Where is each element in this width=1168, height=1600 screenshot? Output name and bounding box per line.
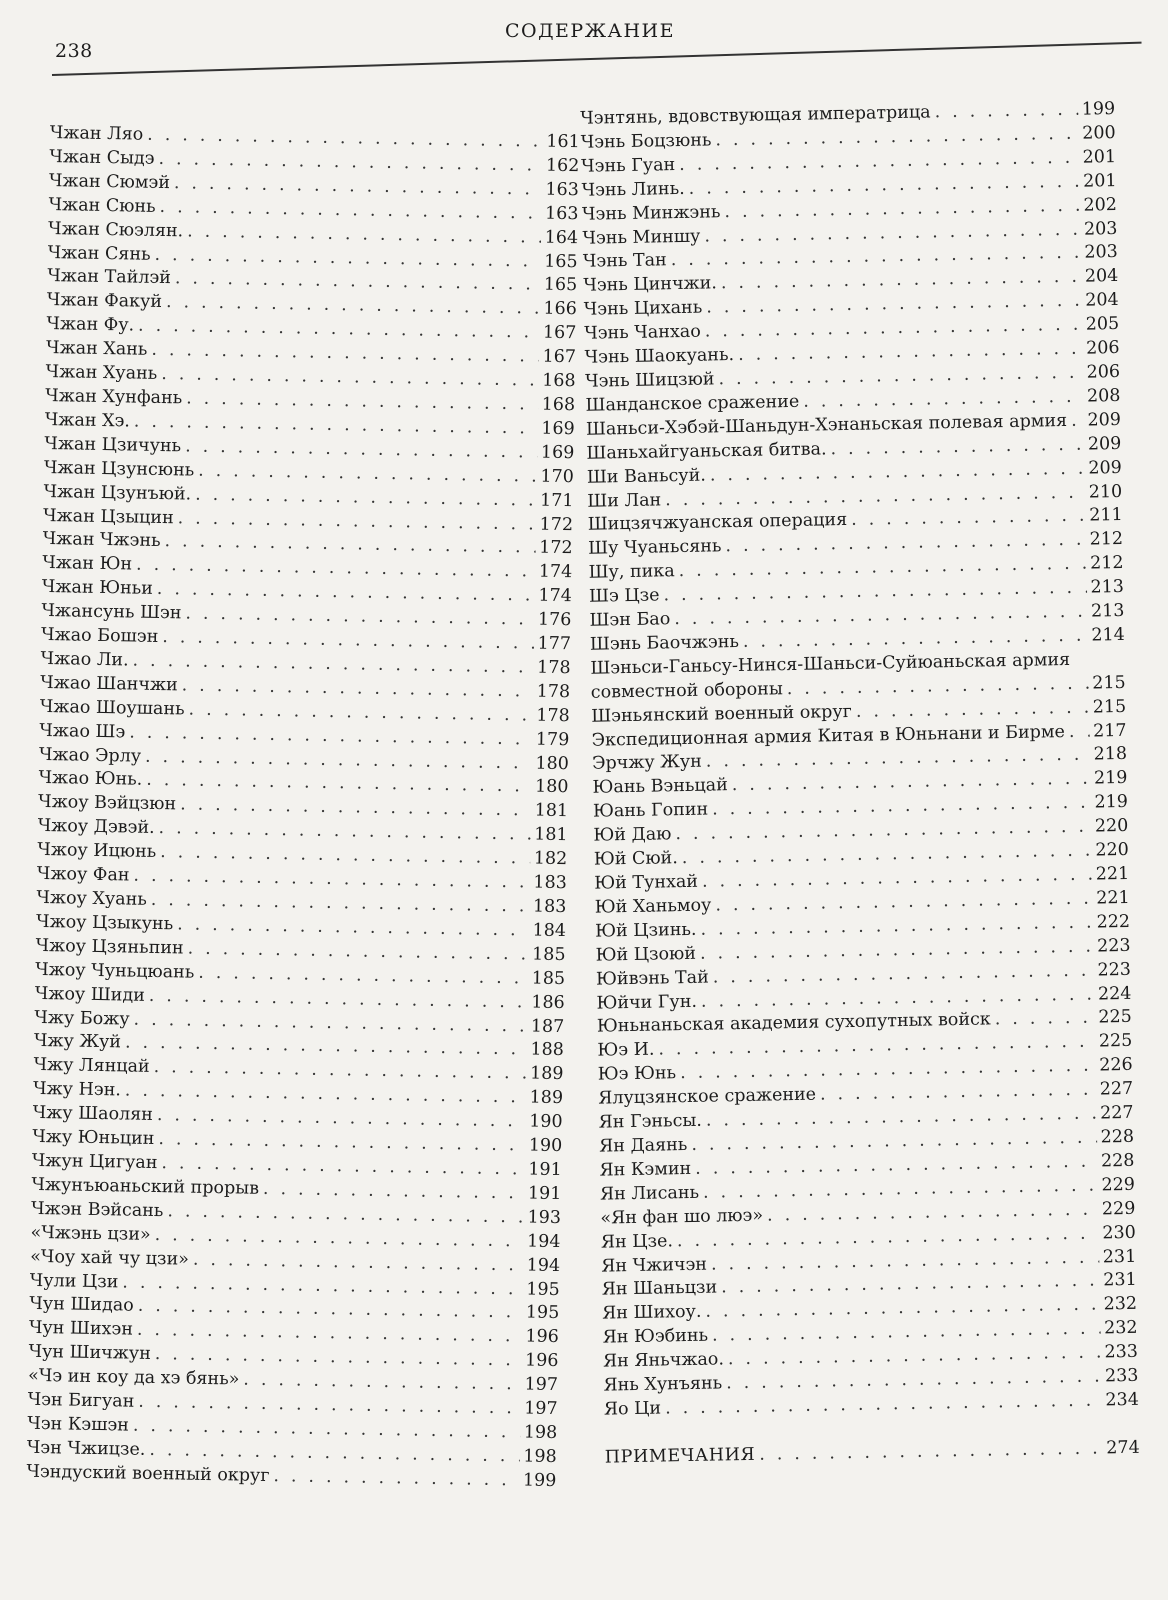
- toc-entry-page: 189: [529, 1063, 564, 1085]
- toc-entry-title: «Чжэнь цзи»: [30, 1222, 151, 1245]
- toc-entry-title: Юй Сюй.: [593, 848, 679, 870]
- toc-entry-page: 168: [541, 394, 576, 416]
- toc-entry-page: 197: [524, 1374, 559, 1396]
- toc-entry-title: Чжан Фу.: [46, 314, 135, 336]
- toc-entry-title: Чжу Нэн.: [32, 1079, 122, 1101]
- toc-entry-page: 274: [1106, 1437, 1140, 1459]
- toc-entry-title: Чжоу Фан: [36, 863, 130, 886]
- toc-entry-title: Шэньянский военный округ: [591, 701, 853, 727]
- toc-entry-title: Чжэн Вэйсань: [30, 1198, 164, 1221]
- toc-entry-page: 180: [534, 777, 569, 798]
- toc-entry-title: Чжоу Шиди: [34, 983, 146, 1006]
- toc-entry-page: 189: [529, 1087, 564, 1109]
- toc-entry-page: 169: [540, 442, 575, 463]
- toc-entry-title: Чэнь Гуан: [580, 154, 676, 177]
- toc-entry-title: ПРИМЕЧАНИЯ: [604, 1444, 756, 1468]
- toc-entry-title: Чжао Бошэн: [40, 624, 159, 647]
- toc-entry-page: 170: [540, 466, 575, 487]
- toc-entry-title: Юйвэнь Тай: [595, 967, 709, 990]
- toc-entry-page: 172: [539, 538, 573, 559]
- toc-entry-title: Чжан Цзунсюнь: [43, 457, 195, 481]
- toc-entry-title: Чэнь Миншу: [582, 226, 701, 249]
- page-number: 238: [55, 40, 93, 62]
- toc-entry-title: Чжу Божу: [34, 1007, 130, 1030]
- toc-entry-title: Эрчжу Жун: [591, 752, 703, 775]
- toc-entry-page: 181: [534, 800, 569, 822]
- toc-entry-page: 220: [1095, 839, 1129, 861]
- toc-entry-page: 191: [527, 1183, 562, 1204]
- toc-entry-title: Чжоу Цзыкунь: [35, 911, 174, 935]
- toc-entry-page: 194: [526, 1255, 561, 1276]
- toc-entry-title: Юй Даю: [593, 824, 672, 846]
- toc-entry-page: 221: [1095, 863, 1130, 885]
- toc-entry-page: 215: [1092, 696, 1127, 718]
- toc-entry-page: 209: [1087, 433, 1122, 455]
- toc-entry-page: 233: [1104, 1341, 1139, 1363]
- dot-leader: [1071, 409, 1084, 433]
- toc-entry-page: 234: [1105, 1389, 1140, 1411]
- toc-entry-title: Чэнь Цихань: [583, 297, 703, 321]
- toc-entry-page: 211: [1089, 505, 1123, 526]
- toc-entry-page: 195: [526, 1278, 560, 1300]
- toc-entry-title: Ши Ваньсуй.: [586, 465, 707, 488]
- toc-entry-page: 165: [544, 251, 578, 272]
- toc-entry-page: 193: [527, 1207, 562, 1228]
- dot-leader: [273, 1465, 519, 1493]
- toc-entry-title: Чэнь Линь.: [581, 178, 685, 201]
- toc-entry-page: 228: [1100, 1126, 1135, 1148]
- toc-entry-title: Ян Чжичэн: [601, 1254, 708, 1277]
- toc-entry-page: 223: [1097, 959, 1132, 981]
- toc-entry-title: Чжоу Чуньцюань: [35, 959, 195, 983]
- toc-entry-page: 220: [1094, 816, 1129, 837]
- toc-entry-page: 205: [1085, 314, 1120, 335]
- toc-entry-page: 218: [1093, 744, 1128, 765]
- toc-entry-title: Чжао Шанчжи: [40, 672, 178, 696]
- dot-leader: [759, 1437, 1103, 1467]
- toc-entry-title: Шэн Бао: [589, 609, 671, 631]
- toc-entry-page: 172: [539, 514, 574, 535]
- toc-entry-title: Чжунъюаньский прорыв: [31, 1174, 260, 1199]
- toc-entry-page: 201: [1082, 146, 1117, 168]
- toc-entry-page: 231: [1102, 1246, 1137, 1267]
- toc-entry-title: Ялуцзянское сражение: [598, 1084, 817, 1109]
- toc-entry-title: Чжао Шоушань: [39, 696, 185, 720]
- toc-entry-page: 227: [1100, 1102, 1134, 1124]
- toc-entry-page: 176: [537, 609, 572, 631]
- toc-entry-page: 178: [536, 705, 570, 726]
- toc-entry-page: 198: [523, 1422, 558, 1443]
- toc-entry-page: 162: [545, 155, 580, 177]
- toc-entry-title: Юй Ханьмоу: [594, 895, 712, 918]
- toc-entry-title: Юэ Юнь: [597, 1063, 677, 1085]
- toc-entry-page: 208: [1086, 385, 1121, 407]
- toc-entry-page: 187: [530, 1016, 565, 1037]
- toc-entry-page: 183: [532, 896, 567, 918]
- toc-entry-title: Чжансунь Шэн: [41, 601, 182, 624]
- toc-entry-title: Шэнь Баочжэнь: [589, 631, 740, 655]
- toc-entry-title: Чжао Шэ: [39, 720, 126, 743]
- toc-entry-page: 167: [542, 322, 577, 344]
- toc-entry-page: 214: [1091, 624, 1126, 646]
- toc-entry-page: 185: [531, 944, 566, 965]
- toc-entry-page: 183: [533, 872, 567, 894]
- toc-entry-page: 201: [1082, 170, 1117, 192]
- toc-entry-page: 171: [539, 490, 574, 511]
- toc-entry-title: Чэнь Тан: [582, 250, 667, 273]
- toc-entry-page: 167: [542, 346, 577, 368]
- toc-entry-title: Ян Цзе.: [600, 1230, 674, 1253]
- toc-entry-page: 163: [545, 179, 580, 201]
- toc-entry-page: 212: [1089, 553, 1124, 574]
- toc-entry-title: Чжоу Ицюнь: [37, 840, 157, 863]
- toc-entry-title: Ян Яньчжао.: [602, 1349, 725, 1372]
- toc-entry-title: Чжу Юньцин: [32, 1126, 155, 1150]
- toc-entry-title: Ян Кэмин: [599, 1158, 692, 1181]
- toc-entry-title: Ян Даянь: [598, 1134, 688, 1157]
- toc-entry-title: Чжоу Хуань: [36, 887, 148, 910]
- toc-entry-page: 232: [1103, 1318, 1138, 1339]
- toc-entry-title: Чжан Цзыцин: [42, 505, 174, 528]
- toc-entry-page: 225: [1098, 1007, 1133, 1028]
- toc-entry-title: Шэ Цзе: [588, 585, 660, 607]
- toc-entry-page: 225: [1098, 1031, 1133, 1052]
- toc-entry-page: 197: [524, 1398, 558, 1420]
- toc-entry-title: Чун Шихэн: [28, 1318, 134, 1340]
- toc-entry-title: Чжун Цигуан: [31, 1150, 158, 1174]
- toc-entry-page: 177: [537, 633, 572, 655]
- dot-leader: [1069, 720, 1090, 744]
- toc-entry-title: Шаньси-Хэбэй-Шаньдун-Хэнаньская полевая армия: [585, 410, 1068, 440]
- toc-entry-title: Яо Ци: [603, 1398, 662, 1420]
- toc-entry-title: Чжан Хунфань: [45, 385, 183, 409]
- toc-entry-notes: [605, 1437, 1140, 1471]
- toc-entry-page: 210: [1088, 481, 1123, 503]
- toc-entry-page: 194: [526, 1231, 561, 1252]
- toc-entry-page: 191: [528, 1159, 562, 1181]
- toc-entry-title: Чжу Лянцай: [33, 1055, 150, 1078]
- toc-entry-title: Чэнтянь, вдовствующая императрица: [580, 102, 931, 129]
- toc-entry-title: Чэнь Боцзюнь: [580, 130, 712, 153]
- toc-entry-page: 204: [1085, 290, 1119, 311]
- toc-entry-title: Ян Юэбинь: [602, 1325, 709, 1348]
- toc-entry-page: 224: [1097, 983, 1132, 1004]
- toc-entry-title: Чжан Сянь: [47, 242, 151, 265]
- toc-entry-page: 206: [1086, 361, 1121, 383]
- toc-entry-title: Ши Лан: [587, 489, 662, 512]
- toc-entry-title: Чжан Хуань: [45, 362, 158, 384]
- header-rule: [52, 42, 1142, 76]
- toc-entry-title: Чжан Сюмэй: [48, 170, 171, 193]
- toc-entry-page: 164: [544, 227, 579, 248]
- toc-entry-title: Чжан Цзунъюй.: [43, 481, 192, 505]
- toc-entry-page: 199: [1081, 98, 1116, 120]
- toc-entry-title: Юньнаньская академия сухопутных войск: [596, 1009, 991, 1038]
- toc-entry-title: Ян Шаньцзи: [601, 1277, 718, 1301]
- dot-leader: [934, 99, 1078, 126]
- toc-entry-title: совместной обороны: [590, 678, 783, 703]
- toc-entry-page: 231: [1103, 1270, 1137, 1291]
- toc-entry-page: 213: [1090, 600, 1125, 622]
- toc-entry-title: Янь Хунъянь: [603, 1373, 723, 1396]
- toc-entry-page: 166: [543, 298, 577, 320]
- toc-entry-title: Чэн Чжицзе.: [26, 1437, 146, 1460]
- toc-entry-title: Чэнь Чанхао: [584, 321, 701, 344]
- toc-entry-title: «Чоу хай чу цзи»: [30, 1246, 190, 1270]
- toc-entry-page: 227: [1099, 1078, 1134, 1100]
- toc-entry-page: 204: [1084, 266, 1119, 287]
- toc-entry-title: Шу, пика: [588, 561, 675, 583]
- toc-entry-title: Чэнь Шаокуань.: [584, 345, 735, 368]
- toc-entry-page: 198: [523, 1446, 557, 1467]
- toc-entry-title: Чэнь Минжэнь: [581, 201, 721, 225]
- toc-entry-title: Чжан Юньи: [41, 577, 154, 600]
- toc-entry-title: Чжан Сюнь: [48, 194, 156, 217]
- toc-entry-page: 213: [1090, 577, 1125, 598]
- toc-entry-page: 203: [1083, 218, 1118, 240]
- toc-entry-title: Чжан Сюэлян.: [47, 218, 184, 241]
- toc-entry-title: Экспедиционная армия Китая в Юньнани и Бирме: [591, 721, 1066, 751]
- toc-entry-title: Чэнь Шицзюй: [584, 369, 715, 392]
- toc-entry-title: Чжан Ляо: [49, 122, 144, 145]
- toc-entry-page: 186: [531, 992, 565, 1013]
- toc-entry-page: 206: [1085, 338, 1120, 359]
- toc-entry-page: 230: [1102, 1222, 1136, 1244]
- toc-entry-page: 182: [533, 848, 568, 870]
- toc-entry-title: «Ян фан шо люэ»: [600, 1205, 764, 1229]
- toc-entry-title: Юань Гопин: [592, 799, 709, 822]
- toc-entry-page: 229: [1101, 1198, 1136, 1220]
- toc-entry-page: 190: [528, 1135, 563, 1157]
- toc-entry-page: 181: [534, 824, 568, 846]
- toc-entry-title: Чжу Жуй: [33, 1031, 122, 1053]
- toc-entry-title: Юйчи Гун.: [596, 991, 698, 1014]
- toc-entry-title: «Чэ ин коу да хэ бянь»: [27, 1365, 240, 1390]
- toc-entry-page: 217: [1093, 720, 1127, 742]
- toc-entry-page: 229: [1101, 1174, 1136, 1196]
- toc-entry-title: Чули Цзи: [29, 1270, 119, 1292]
- toc-entry-page: 228: [1100, 1150, 1135, 1172]
- toc-entry-title: Чжао Ли.: [40, 648, 129, 671]
- toc-entry-page: 222: [1096, 911, 1131, 933]
- toc-entry-title: Чэнь Цинчжи.: [583, 273, 718, 297]
- toc-entry-title: Юй Цзоюй: [595, 943, 697, 966]
- toc-entry-title: Ян Гэньсы.: [598, 1110, 703, 1133]
- toc-entry-page: 185: [531, 968, 566, 989]
- toc-entry-title: Чжан Хань: [45, 338, 148, 360]
- toc-entry-title: Чжан Факуй: [46, 290, 163, 313]
- toc-entry-page: 195: [525, 1302, 560, 1324]
- toc-entry-title: Чэндуский военный округ: [26, 1461, 270, 1486]
- toc-entry-page: 163: [544, 203, 579, 224]
- toc-entry-page: 219: [1093, 768, 1128, 789]
- toc-entry-page: 180: [535, 753, 570, 774]
- toc-entry-page: 174: [538, 585, 572, 607]
- toc-entry-title: Юань Вэньцай: [592, 775, 728, 799]
- toc-entry-page: 165: [543, 275, 578, 296]
- toc-entry-title: Чжан Тайлэй: [47, 266, 172, 289]
- toc-entry-page: 174: [538, 561, 573, 583]
- toc-entry-page: 161: [546, 131, 580, 153]
- toc-entry-title: Чэн Кэшэн: [27, 1413, 130, 1436]
- toc-left-column: [26, 122, 580, 1494]
- toc-entry-title: Чжу Шаолян: [32, 1103, 154, 1126]
- toc-entry-page: 169: [541, 418, 575, 440]
- toc-entry-page: 215: [1092, 672, 1126, 694]
- toc-entry-title: Шэньси-Ганьсу-Нинся-Шаньси-Суйюаньская армия: [590, 649, 1071, 679]
- toc-entry-page: 223: [1096, 935, 1131, 957]
- toc-entry-title: Ян Шихоу.: [602, 1302, 702, 1324]
- toc-right-column: [580, 98, 1140, 1470]
- toc-entry-title: Чжоу Вэйцзюн: [37, 792, 177, 815]
- toc-entry-page: 219: [1094, 792, 1129, 813]
- toc-entry-page: 202: [1083, 194, 1118, 216]
- toc-entry-title: Чжан Хэ.: [44, 409, 131, 432]
- toc-entry-page: 190: [529, 1111, 563, 1133]
- toc-entry-page: 233: [1104, 1365, 1139, 1387]
- toc-entry-title: Ян Лисань: [599, 1182, 700, 1205]
- toc-entry-page: 196: [524, 1350, 559, 1372]
- dot-leader: [995, 1007, 1095, 1033]
- toc-entry-page: 232: [1103, 1294, 1138, 1315]
- toc-entry-page: 178: [536, 657, 571, 679]
- toc-entry-title: Юй Тунхай: [594, 871, 699, 894]
- toc-entry-page: 209: [1088, 457, 1122, 479]
- toc-entry-title: Чжао Эрлу: [38, 744, 142, 767]
- toc-entry-title: Чжан Чжэнь: [42, 529, 161, 552]
- toc-entry-title: Шицзячжуанская операция: [587, 510, 848, 536]
- toc-entry-page: 200: [1082, 122, 1116, 144]
- toc-entry-page: 196: [525, 1326, 560, 1348]
- toc-entry-page: 168: [541, 370, 576, 392]
- toc-entry-title: Чжоу Цзяньпин: [35, 935, 184, 959]
- toc-entry-page: 184: [532, 920, 567, 942]
- toc-entry-title: Юэ И.: [597, 1039, 655, 1061]
- toc-entry-title: Чжан Цзичунь: [44, 433, 182, 457]
- toc-entry-title: Чун Шичжун: [28, 1342, 151, 1365]
- toc-entry-title: Шу Чуаньсянь: [587, 536, 722, 560]
- toc-entry-title: Чжоу Дэвэй.: [37, 816, 155, 839]
- toc-entry-page: 199: [522, 1470, 557, 1491]
- toc-entry-title: Чжан Юн: [42, 553, 133, 575]
- toc-entry-title: Шанданское сражение: [585, 391, 800, 416]
- toc-entry-page: 203: [1084, 242, 1119, 264]
- toc-entry-page: 226: [1099, 1055, 1133, 1076]
- toc-entry-title: Чун Шидао: [29, 1294, 134, 1317]
- running-title: СОДЕРЖАНИЕ: [505, 20, 675, 42]
- toc-entry-title: Чжао Юнь.: [38, 768, 143, 791]
- toc-entry-page: 212: [1089, 529, 1124, 550]
- toc-entry-page: 179: [535, 729, 570, 750]
- toc-entry-page: 188: [530, 1039, 565, 1061]
- toc-entry-title: Юй Цзинь.: [595, 919, 697, 942]
- toc-entry-page: 178: [536, 681, 571, 703]
- toc-entry-title: Чэн Бигуан: [27, 1389, 135, 1412]
- toc-entry-title: Шаньхайгуаньская битва.: [586, 439, 827, 464]
- toc-entry-page: 209: [1087, 409, 1122, 431]
- toc-entry-title: Чжан Сыдэ: [49, 146, 155, 169]
- toc-entry-page: 221: [1096, 887, 1130, 909]
